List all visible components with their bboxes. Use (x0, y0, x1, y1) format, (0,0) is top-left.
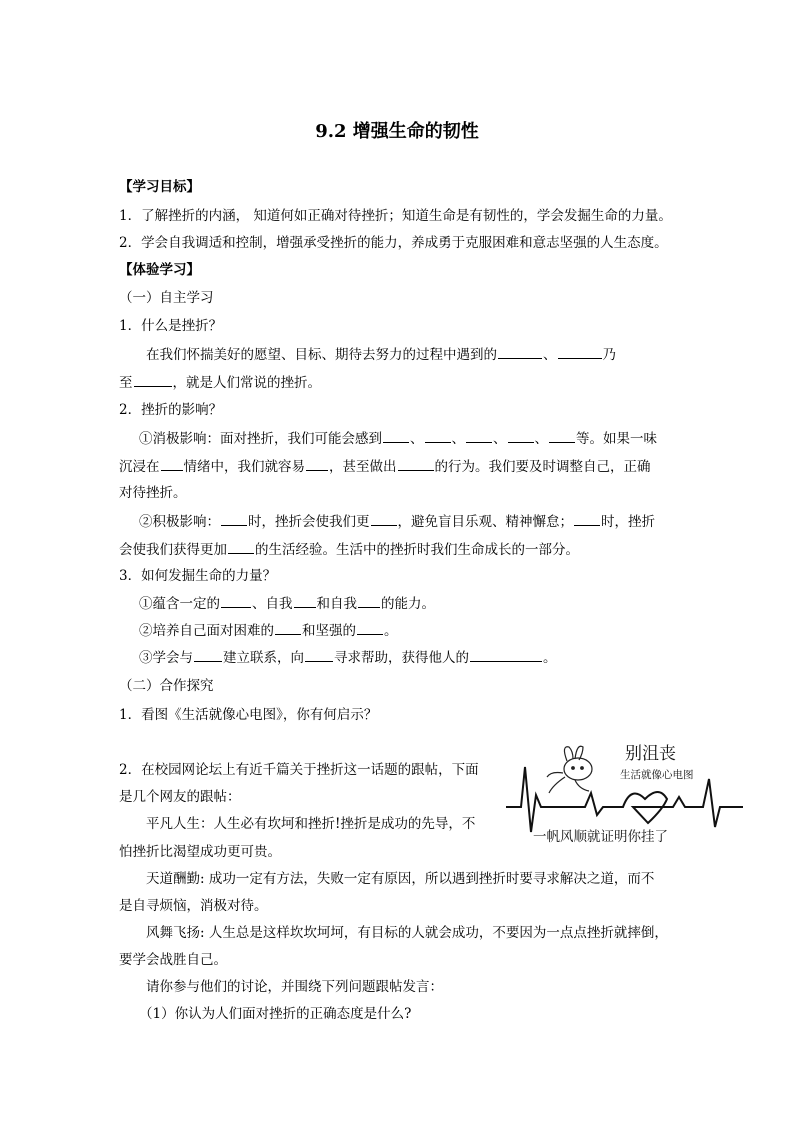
text: 的生活经验。生活中的挫折时我们生命成长的一部分。 (255, 542, 579, 558)
blank[interactable] (221, 511, 247, 526)
part2-q1: 1．看图《生活就像心电图》，你有何启示？ (119, 707, 378, 723)
goal-1: 1．了解挫折的内涵， 知道何如正确对待挫折；知道生命是有韧性的，学会发掘生命的力量。 (119, 208, 672, 224)
blank[interactable] (508, 428, 534, 443)
q1-line1 (146, 344, 616, 365)
q2-neg-line1 (139, 428, 657, 449)
q2-neg-text: ①消极影响：面对挫折，我们可能会感到 (139, 431, 382, 447)
blank[interactable] (306, 456, 328, 471)
text: 情绪中，我们就容易 (183, 459, 305, 475)
post3-line1: 风舞飞扬: 人生总是这样坎坎坷坷，有目标的人就会成功，不要因为一点点挫折就摔倒， (146, 925, 668, 941)
goals-header: 【学习目标】 (119, 179, 200, 195)
text: 时，挫折会使我们更 (248, 514, 370, 530)
part2-q2-line2: 是几个网友的跟帖： (119, 789, 241, 805)
blank[interactable] (358, 593, 380, 608)
q1-tail: 乃 (602, 347, 616, 363)
q1-text-a: 在我们怀揣美好的愿望、目标、期待去努力的过程中遇到的 (146, 347, 497, 363)
q1-title: 1．什么是挫折？ (119, 318, 223, 334)
blank[interactable] (466, 428, 492, 443)
sep: 、 (410, 431, 424, 447)
text: 和自我 (316, 596, 357, 612)
text: 会使我们获得更加 (119, 542, 227, 558)
figure-top-text: 别沮丧 (625, 744, 676, 764)
blank[interactable] (221, 593, 251, 608)
text: 。 (384, 623, 398, 639)
blank[interactable] (558, 344, 602, 359)
blank[interactable] (228, 539, 254, 554)
q3-title: 3．如何发掘生命的力量？ (119, 568, 277, 584)
q2-neg-line3: 对待挫折。 (119, 485, 187, 501)
text: 沉浸在 (119, 459, 160, 475)
text: 建立联系，向 (223, 650, 304, 666)
blank[interactable] (305, 647, 333, 662)
sep: 、 (534, 431, 548, 447)
text: 的行为。我们要及时调整自己，正确 (434, 459, 651, 475)
q1-sep: 、 (543, 347, 557, 363)
text: ，避免盲目乐观、精神懈怠； (397, 514, 573, 530)
blank[interactable] (549, 428, 575, 443)
text: 的能力。 (381, 596, 435, 612)
blank[interactable] (470, 647, 542, 662)
q2-neg-line2 (119, 456, 651, 477)
blank[interactable] (383, 428, 409, 443)
blank[interactable] (371, 511, 397, 526)
text: 。 (543, 650, 557, 666)
q3-line1 (139, 593, 435, 614)
ecg-illustration (503, 737, 746, 845)
sep: 、 (451, 431, 465, 447)
text: 和坚强的 (302, 623, 356, 639)
text: ②培养自己面对困难的 (139, 623, 274, 639)
sep: 、 (493, 431, 507, 447)
q2-pos-line2 (119, 539, 579, 560)
blank[interactable] (425, 428, 451, 443)
page-title: 9.2 增强生命的韧性 (315, 121, 479, 142)
blank[interactable] (357, 620, 383, 635)
part2-header: （二）合作探究 (119, 678, 214, 694)
invite-text: 请你参与他们的讨论，并围绕下列问题跟帖发言： (146, 979, 443, 995)
q2-pos-line1 (139, 511, 655, 532)
text: 寻求帮助，获得他人的 (334, 650, 469, 666)
q1-text-b: 至 (119, 375, 133, 391)
post2-line2: 是自寻烦恼，消极对待。 (119, 898, 268, 914)
text: 、自我 (252, 596, 293, 612)
rabbit-icon (547, 746, 592, 793)
post3-line2: 要学会战胜自己。 (119, 952, 227, 968)
blank[interactable] (574, 511, 600, 526)
text: ③学会与 (139, 650, 193, 666)
post1-line1: 平凡人生：人生必有坎坷和挫折!挫折是成功的先导，不 (146, 816, 476, 832)
q2-neg-tail: 等。如果一味 (576, 431, 657, 447)
q1-line2 (119, 372, 321, 393)
blank[interactable] (194, 647, 222, 662)
blank[interactable] (498, 344, 542, 359)
blank[interactable] (134, 372, 172, 387)
blank[interactable] (398, 456, 434, 471)
post1-line2: 怕挫折比渴望成功更可贵。 (119, 844, 281, 860)
figure-bottom-text: 一帆风顺就证明你挂了 (533, 829, 668, 845)
text: ②积极影响： (139, 514, 220, 530)
experience-header: 【体验学习】 (119, 262, 200, 278)
figure-mid-text: 生活就像心电图 (620, 769, 694, 781)
blank[interactable] (161, 456, 183, 471)
part1-header: （一）自主学习 (119, 290, 214, 306)
blank[interactable] (275, 620, 301, 635)
text: 时，挫折 (601, 514, 655, 530)
sub-question-1: （1）你认为人们面对挫折的正确态度是什么? (139, 1006, 412, 1022)
text: ，甚至做出 (329, 459, 397, 475)
q3-line2 (139, 620, 398, 641)
q3-line3 (139, 647, 557, 668)
q2-title: 2．挫折的影响？ (119, 402, 223, 418)
post2-line1: 天道酬勤: 成功一定有方法，失败一定有原因，所以遇到挫折时要寻求解决之道，而不 (146, 871, 655, 887)
text: ①蕴含一定的 (139, 596, 220, 612)
q1-text-c: ，就是人们常说的挫折。 (172, 375, 321, 391)
part2-q2-line1: 2．在校园网论坛上有近千篇关于挫折这一话题的跟帖，下面 (119, 762, 479, 778)
blank[interactable] (294, 593, 316, 608)
goal-2: 2．学会自我调适和控制，增强承受挫折的能力，养成勇于克服困难和意志坚强的人生态度。 (119, 235, 668, 251)
